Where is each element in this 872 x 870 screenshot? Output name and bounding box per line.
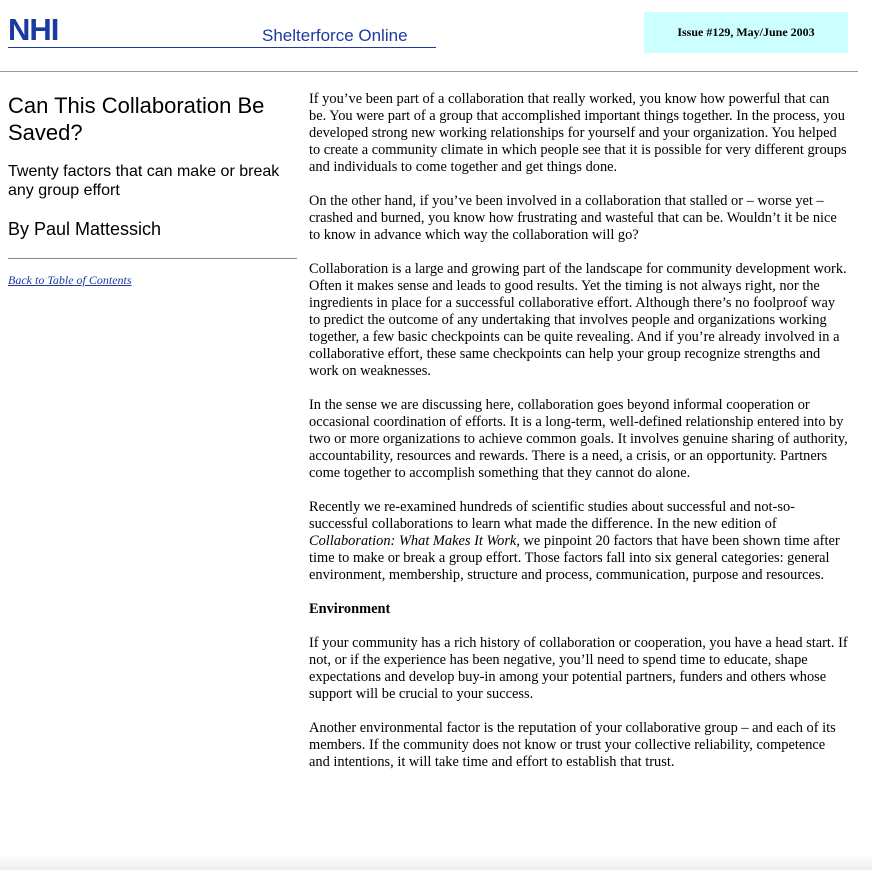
article-body bbox=[309, 91, 849, 788]
book-title: Collaboration: What Makes It Work bbox=[309, 533, 517, 549]
logo-underline bbox=[8, 47, 436, 48]
article-subtitle: Twenty factors that can make or break any group effort bbox=[8, 163, 280, 199]
paragraph: Collaboration is a large and growing part of the landscape for community development work. Often it makes sense and leads to good results. Yet the timing is not always right, nor the ingredients in place for a successful collaborative effort. Although there’s no foolproof way to predict the outcome of any undertaking that involves people and organizations working together, a few basic checkpoints can be quite revealing. And if you’re already involved in a collaborative effort, these same checkpoints can help your group recognize strengths and work on weaknesses. bbox=[309, 261, 847, 379]
paragraph: On the other hand, if you’ve been involved in a collaboration that stalled or – worse yet – crashed and burned, you know how frustrating and wasteful that can be. Wouldn’t it be nice to know in advance which way the collaboration will go? bbox=[309, 193, 837, 243]
paragraph: If you’ve been part of a collaboration that really worked, you know how powerful that can be. You were part of a group that accomplished important things together. In the process, you developed strong new working relationships for yourself and your organization. You helped to create a community climate in which people see that it is possible for very different groups and individuals to come together and get things done. bbox=[309, 91, 847, 175]
paragraph bbox=[309, 499, 849, 584]
paragraph-text: Recently we re-examined hundreds of scientific studies about successful and not-so-successful collaborations to learn what made the difference. In the new edition of bbox=[309, 499, 795, 532]
article-byline: By Paul Mattessich bbox=[8, 219, 162, 239]
issue-badge bbox=[644, 12, 848, 53]
back-to-toc-link[interactable]: Back to Table of Contents bbox=[8, 273, 132, 287]
nhi-logo[interactable]: NHI bbox=[8, 12, 59, 47]
paragraph: Another environmental factor is the reputation of your collaborative group – and each of its members. If the community does not know or trust your collective reliability, competence and intentions, it will take time and effort to establish that trust. bbox=[309, 720, 836, 770]
paragraph: In the sense we are discussing here, collaboration goes beyond informal cooperation or occasional coordination of efforts. It is a long-term, well-defined relationship entered into by two or more organizations to achieve common goals. It involves genuine sharing of authority, accountability, resources and rewards. There is a need, a crisis, or an opportunity. Partners come together to accomplish something that they cannot do alone. bbox=[309, 397, 848, 481]
page-bottom-fade bbox=[0, 854, 872, 870]
paragraph: If your community has a rich history of collaboration or cooperation, you have a head start. If not, or if the experience has been negative, you’ll need to spend time to educate, shape expectations and develop buy-in among your potential partners, funders and others whose support will be crucial to your success. bbox=[309, 635, 848, 702]
site-title[interactable]: Shelterforce Online bbox=[262, 26, 408, 45]
article-title: Can This Collaboration Be Saved? bbox=[8, 93, 265, 145]
sidebar-divider bbox=[8, 258, 297, 259]
section-heading-environment: Environment bbox=[309, 601, 391, 617]
header-divider bbox=[0, 71, 858, 72]
issue-label: Issue #129, May/June 2003 bbox=[677, 25, 815, 39]
paragraph-text: , we pinpoint 20 factors that have been shown time after time to make or break a group effort. Those factors fall into six general categories: general environment, membership, structure and process, communication, purpose and resources. bbox=[309, 533, 840, 583]
